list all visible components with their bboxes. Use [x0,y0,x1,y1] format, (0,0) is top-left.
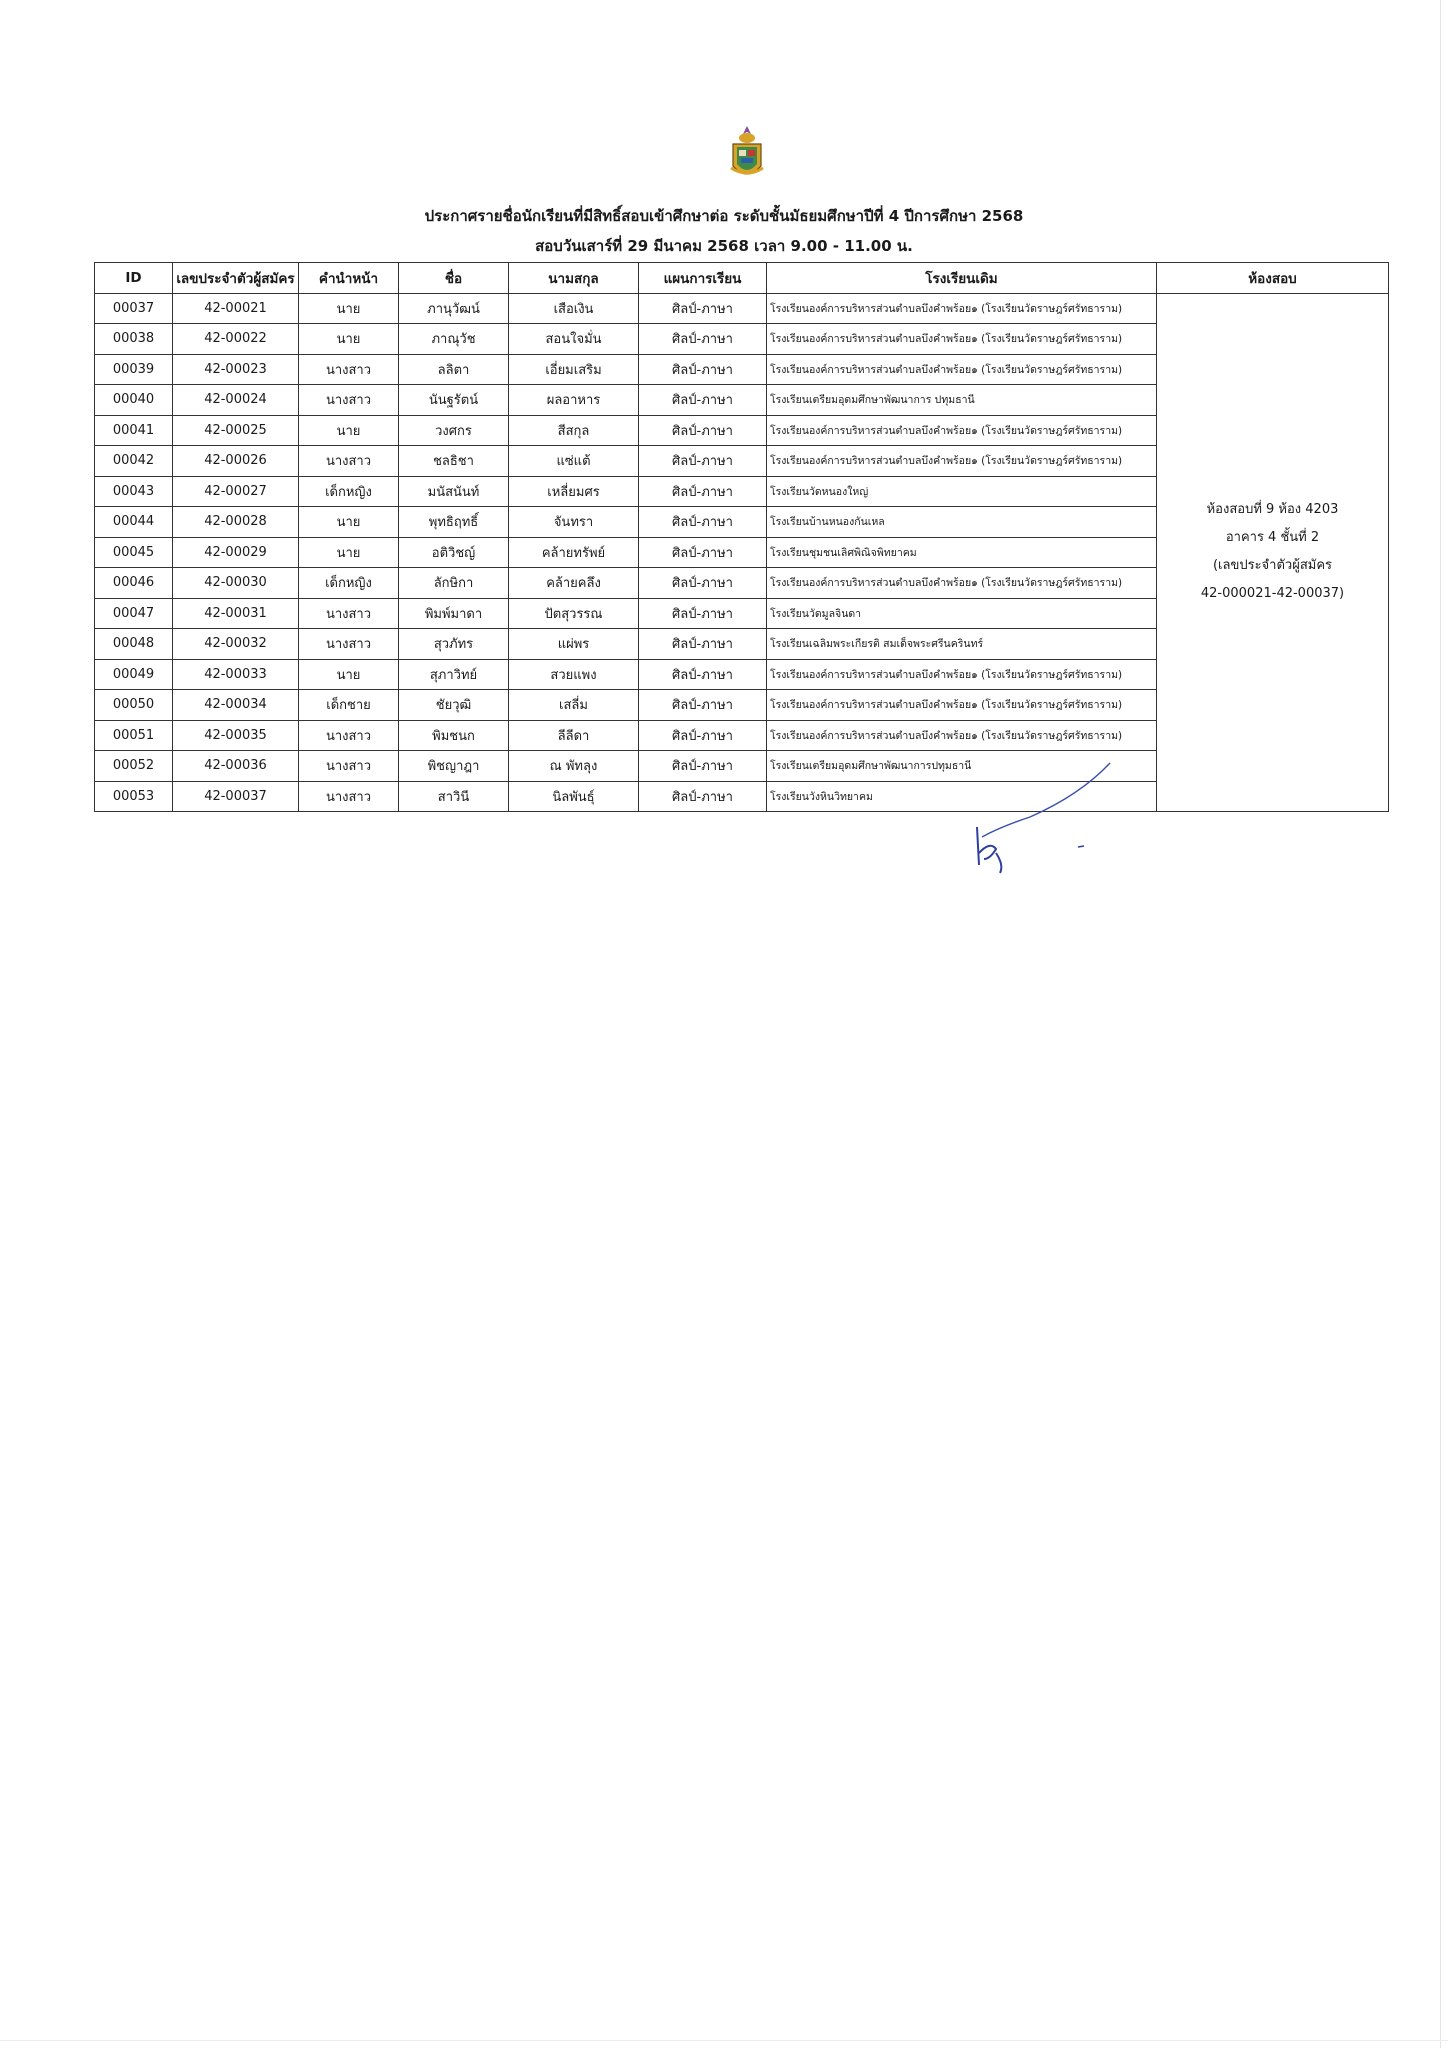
col-previous-school-header: โรงเรียนเดิม [767,263,1157,294]
row-prefix: เด็กชาย [299,690,399,721]
col-exam-room-header: ห้องสอบ [1157,263,1389,294]
row-first-name: ลลิตา [399,354,509,385]
row-first-name: มนัสนันท์ [399,476,509,507]
row-previous-school: โรงเรียนองค์การบริหารส่วนตำบลบึงคำพร้อย๑ (โรงเรียนวัดราษฎร์ศรัทธาราม) [767,568,1157,599]
row-first-name: ภาณุวัช [399,324,509,355]
row-study-plan: ศิลป์-ภาษา [639,446,767,477]
row-study-plan: ศิลป์-ภาษา [639,324,767,355]
row-application-no: 42-00036 [173,751,299,782]
scan-edge [1440,0,1441,2048]
row-application-no: 42-00026 [173,446,299,477]
row-first-name: พุทธิฤทธิ์ [399,507,509,538]
row-id: 00041 [95,415,173,446]
row-application-no: 42-00028 [173,507,299,538]
row-study-plan: ศิลป์-ภาษา [639,598,767,629]
row-first-name: สาวินี [399,781,509,812]
row-last-name: คล้ายคลึง [509,568,639,599]
row-last-name: จันทรา [509,507,639,538]
row-prefix: เด็กหญิง [299,476,399,507]
row-previous-school: โรงเรียนองค์การบริหารส่วนตำบลบึงคำพร้อย๑ (โรงเรียนวัดราษฎร์ศรัทธาราม) [767,690,1157,721]
row-last-name: แผ่พร [509,629,639,660]
row-previous-school: โรงเรียนชุมชนเลิศพิณิจพิทยาคม [767,537,1157,568]
row-last-name: เสือเงิน [509,293,639,324]
row-application-no: 42-00034 [173,690,299,721]
row-id: 00046 [95,568,173,599]
row-study-plan: ศิลป์-ภาษา [639,537,767,568]
row-id: 00047 [95,598,173,629]
exam-room-line: ห้องสอบที่ 9 ห้อง 4203 [1206,502,1339,518]
row-application-no: 42-00029 [173,537,299,568]
row-previous-school: โรงเรียนองค์การบริหารส่วนตำบลบึงคำพร้อย๑ (โรงเรียนวัดราษฎร์ศรัทธาราม) [767,720,1157,751]
row-prefix: เด็กหญิง [299,568,399,599]
row-application-no: 42-00032 [173,629,299,660]
col-first-name-header: ชื่อ [399,263,509,294]
row-study-plan: ศิลป์-ภาษา [639,415,767,446]
document-title: ประกาศรายชื่อนักเรียนที่มีสิทธิ์สอบเข้าศึกษาต่อ ระดับชั้นมัธยมศึกษาปีที่ 4 ปีการศึกษา 2568 [424,207,1024,225]
row-prefix: นางสาว [299,720,399,751]
row-study-plan: ศิลป์-ภาษา [639,781,767,812]
row-last-name: สีสกุล [509,415,639,446]
row-prefix: นางสาว [299,446,399,477]
row-first-name: ชัยวุฒิ [399,690,509,721]
exam-room-line: (เลขประจำตัวผู้สมัคร [1212,558,1333,574]
row-first-name: สุวภัทร [399,629,509,660]
exam-date-subtitle: สอบวันเสาร์ที่ 29 มีนาคม 2568 เวลา 9.00 - 11.00 น. [535,237,913,255]
row-last-name: สอนใจมั่น [509,324,639,355]
row-previous-school: โรงเรียนเตรียมอุดมศึกษาพัฒนาการ ปทุมธานี [767,385,1157,416]
row-previous-school: โรงเรียนองค์การบริหารส่วนตำบลบึงคำพร้อย๑ (โรงเรียนวัดราษฎร์ศรัทธาราม) [767,324,1157,355]
exam-room-cell [1157,293,1389,812]
row-prefix: นางสาว [299,751,399,782]
row-prefix: นางสาว [299,385,399,416]
row-application-no: 42-00035 [173,720,299,751]
row-application-no: 42-00021 [173,293,299,324]
row-previous-school: โรงเรียนองค์การบริหารส่วนตำบลบึงคำพร้อย๑ (โรงเรียนวัดราษฎร์ศรัทธาราม) [767,293,1157,324]
row-study-plan: ศิลป์-ภาษา [639,751,767,782]
row-study-plan: ศิลป์-ภาษา [639,629,767,660]
row-application-no: 42-00022 [173,324,299,355]
row-last-name: ลีลีดา [509,720,639,751]
row-id: 00040 [95,385,173,416]
col-application-no-header: เลขประจำตัวผู้สมัคร [173,263,299,294]
exam-room-line: 42-000021-42-00037) [1200,586,1345,602]
row-application-no: 42-00027 [173,476,299,507]
row-prefix: นางสาว [299,629,399,660]
row-application-no: 42-00031 [173,598,299,629]
row-application-no: 42-00033 [173,659,299,690]
row-last-name: แซ่แต้ [509,446,639,477]
row-prefix: นาย [299,659,399,690]
row-previous-school: โรงเรียนองค์การบริหารส่วนตำบลบึงคำพร้อย๑ (โรงเรียนวัดราษฎร์ศรัทธาราม) [767,354,1157,385]
row-first-name: พิมชนก [399,720,509,751]
row-previous-school: โรงเรียนเฉลิมพระเกียรติ สมเด็จพระศรีนครินทร์ [767,629,1157,660]
row-previous-school: โรงเรียนวังหินวิทยาคม [767,781,1157,812]
row-previous-school: โรงเรียนองค์การบริหารส่วนตำบลบึงคำพร้อย๑ (โรงเรียนวัดราษฎร์ศรัทธาราม) [767,659,1157,690]
row-id: 00050 [95,690,173,721]
candidate-table [94,262,1389,812]
col-prefix-header: คำนำหน้า [299,263,399,294]
row-application-no: 42-00024 [173,385,299,416]
row-prefix: นาย [299,537,399,568]
row-last-name: สวยแพง [509,659,639,690]
row-prefix: นางสาว [299,781,399,812]
row-first-name: ชลธิชา [399,446,509,477]
row-first-name: พิชญาฎา [399,751,509,782]
row-application-no: 42-00030 [173,568,299,599]
row-previous-school: โรงเรียนเตรียมอุดมศึกษาพัฒนาการปทุมธานี [767,751,1157,782]
row-first-name: วงศกร [399,415,509,446]
row-last-name: เหลี่ยมศร [509,476,639,507]
row-prefix: นาย [299,507,399,538]
row-last-name: ปัตสุวรรณ [509,598,639,629]
row-study-plan: ศิลป์-ภาษา [639,293,767,324]
row-application-no: 42-00025 [173,415,299,446]
table-row [95,293,1389,324]
row-prefix: นาย [299,415,399,446]
row-first-name: สุภาวิทย์ [399,659,509,690]
row-first-name: อติวิชญ์ [399,537,509,568]
row-id: 00037 [95,293,173,324]
row-previous-school: โรงเรียนวัดมูลจินดา [767,598,1157,629]
row-study-plan: ศิลป์-ภาษา [639,354,767,385]
row-prefix: นางสาว [299,354,399,385]
row-id: 00049 [95,659,173,690]
row-previous-school: โรงเรียนองค์การบริหารส่วนตำบลบึงคำพร้อย๑ (โรงเรียนวัดราษฎร์ศรัทธาราม) [767,446,1157,477]
exam-room-line: อาคาร 4 ชั้นที่ 2 [1225,530,1320,546]
row-prefix: นางสาว [299,598,399,629]
row-id: 00051 [95,720,173,751]
row-study-plan: ศิลป์-ภาษา [639,659,767,690]
row-study-plan: ศิลป์-ภาษา [639,568,767,599]
row-study-plan: ศิลป์-ภาษา [639,690,767,721]
row-application-no: 42-00023 [173,354,299,385]
row-last-name: คล้ายทรัพย์ [509,537,639,568]
row-id: 00053 [95,781,173,812]
school-emblem-icon [727,124,767,184]
row-id: 00052 [95,751,173,782]
scan-bottom-edge [0,2040,1448,2041]
row-previous-school: โรงเรียนองค์การบริหารส่วนตำบลบึงคำพร้อย๑ (โรงเรียนวัดราษฎร์ศรัทธาราม) [767,415,1157,446]
row-last-name: นิลพันธุ์ [509,781,639,812]
row-last-name: เอี่ยมเสริม [509,354,639,385]
row-application-no: 42-00037 [173,781,299,812]
col-id-header: ID [95,263,173,294]
row-id: 00044 [95,507,173,538]
row-study-plan: ศิลป์-ภาษา [639,720,767,751]
row-first-name: พิมพ์มาดา [399,598,509,629]
row-last-name: เสลี่ม [509,690,639,721]
col-study-plan-header: แผนการเรียน [639,263,767,294]
signature [960,755,1160,875]
row-id: 00048 [95,629,173,660]
row-first-name: ภานุวัฒน์ [399,293,509,324]
row-id: 00042 [95,446,173,477]
row-last-name: ผลอาหาร [509,385,639,416]
row-prefix: นาย [299,293,399,324]
row-first-name: นันฐรัตน์ [399,385,509,416]
row-study-plan: ศิลป์-ภาษา [639,507,767,538]
col-last-name-header: นามสกุล [509,263,639,294]
row-id: 00045 [95,537,173,568]
row-last-name: ณ พัทลุง [509,751,639,782]
table-body [95,293,1389,812]
row-id: 00039 [95,354,173,385]
row-previous-school: โรงเรียนวัดหนองใหญ่ [767,476,1157,507]
row-id: 00043 [95,476,173,507]
row-prefix: นาย [299,324,399,355]
row-study-plan: ศิลป์-ภาษา [639,385,767,416]
row-first-name: ลักษิกา [399,568,509,599]
row-study-plan: ศิลป์-ภาษา [639,476,767,507]
table-header-row [95,263,1389,294]
row-id: 00038 [95,324,173,355]
row-previous-school: โรงเรียนบ้านหนองกันเหล [767,507,1157,538]
